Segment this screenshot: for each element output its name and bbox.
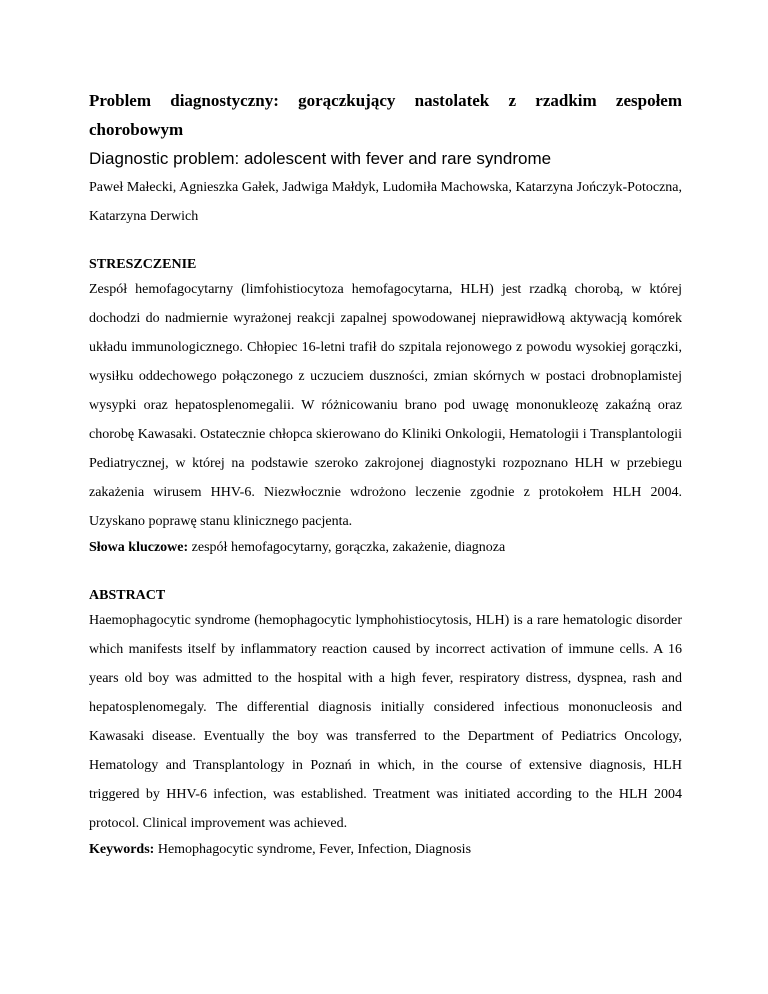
abstract-heading: ABSTRACT: [89, 588, 166, 603]
keywords-pl-label: Słowa kluczowe:: [89, 540, 189, 555]
keywords-en-label: Keywords:: [89, 842, 155, 857]
keywords-pl: [89, 536, 682, 560]
title-english: Diagnostic problem: adolescent with fever and rare syndrome: [89, 149, 552, 168]
streszczenie-heading: STRESZCZENIE: [89, 257, 197, 272]
abstract-text: Haemophagocytic syndrome (hemophagocytic lymphohistiocytosis, HLH) is a rare hematologic disorder which manifests itself by inflammatory reaction caused by incorrect activation of immune cells. A 16 years old boy was admitted to the hospital with a high fever, respiratory distress, dyspnea, rash and hepatosplenomegaly. The differential diagnosis initially considered infectious mononucleosis and Kawasaki disease. Eventually the boy was transferred to the Department of Pediatrics Oncology, Hematology and Transplantology in Poznań in which, in the course of extensive diagnosis, HLH triggered by HHV-6 infection, was established. Treatment was initiated according to the HLH 2004 protocol. Clinical improvement was achieved.: [89, 613, 682, 831]
title-polish: Problem diagnostyczny: gorączkujący nastolatek z rzadkim zespołem chorobowym: [89, 91, 682, 139]
keywords-en-values: Hemophagocytic syndrome, Fever, Infection, Diagnosis: [154, 842, 472, 857]
abstract-section: [89, 586, 682, 862]
authors-list: Paweł Małecki, Agnieszka Gałek, Jadwiga Małdyk, Ludomiła Machowska, Katarzyna Jończyk-Potoczna, Katarzyna Derwich: [89, 180, 682, 224]
keywords-pl-values: zespół hemofagocytarny, gorączka, zakażenie, diagnoza: [188, 540, 506, 555]
document-page: [89, 86, 682, 862]
streszczenie-section: [89, 255, 682, 560]
keywords-en: [89, 838, 682, 862]
streszczenie-text: Zespół hemofagocytarny (limfohistiocytoza hemofagocytarna, HLH) jest rzadką chorobą, w której dochodzi do nadmiernie wyrażonej reakcji zapalnej spowodowanej nieprawidłową aktywacją komórek układu immunologicznego. Chłopiec 16-letni trafił do szpitala rejonowego z powodu wysokiej gorączki, wysiłku oddechowego połączonego z uczuciem duszności, zmian skórnych w postaci drobnoplamistej wysypki oraz hepatosplenomegalii. W różnicowaniu brano pod uwagę mononukleozę zakaźną oraz chorobę Kawasaki. Ostatecznie chłopca skierowano do Kliniki Onkologii, Hematologii i Transplantologii Pediatrycznej, w której na podstawie szeroko zakrojonej diagnostyki rozpoznano HLH w przebiegu zakażenia wirusem HHV-6. Niezwłocznie wdrożono leczenie zgodnie z protokołem HLH 2004. Uzyskano poprawę stanu klinicznego pacjenta.: [89, 282, 682, 529]
